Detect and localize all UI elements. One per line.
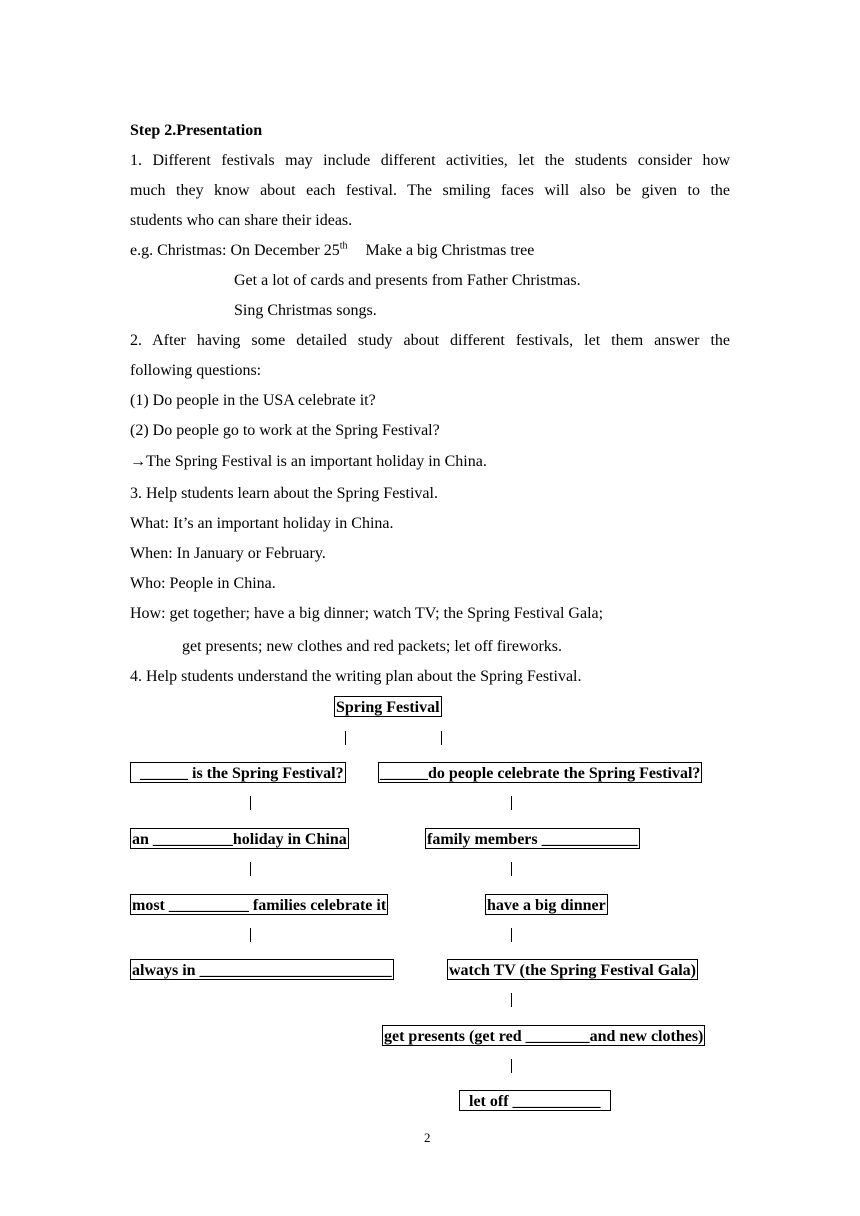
right-item-4: get presents (get red ________and new clothes) (382, 1025, 705, 1046)
paragraph-1-line-3: students who can share their ideas. (130, 212, 353, 229)
right-item-5 (459, 1090, 611, 1111)
page-number: 2 (424, 1130, 431, 1145)
paragraph-2-line-2: following questions: (130, 362, 262, 379)
right-item-1: family members ____________ (425, 828, 640, 849)
connector (511, 993, 512, 1007)
example-item-3: Sing Christmas songs. (234, 302, 377, 319)
left-item-1: an __________holiday in China (130, 828, 349, 849)
answer-line (130, 452, 487, 472)
connector (250, 928, 251, 942)
paragraph-2-line-1: 2. After having some detailed study about different festivals, let them answer the (130, 332, 730, 349)
how-line-2: get presents; new clothes and red packets; let off fireworks. (182, 638, 563, 655)
connector (345, 731, 346, 745)
left-head-text: ______ is the Spring Festival? (140, 765, 344, 782)
connector (441, 731, 442, 745)
example-superscript: th (339, 240, 348, 252)
question-2: (2) Do people go to work at the Spring Festival? (130, 422, 440, 439)
example-line (130, 241, 534, 261)
when-line: When: In January or February. (130, 545, 326, 562)
example-label: e.g. Christmas: On December 25 (130, 242, 340, 259)
paragraph-4-intro: 4. Help students understand the writing plan about the Spring Festival. (130, 668, 582, 685)
left-item-2: most __________ families celebrate it (130, 894, 388, 915)
arrow-icon: → (130, 453, 146, 470)
connector (511, 928, 512, 942)
paragraph-1-line-1: 1. Different festivals may include different activities, let the students consider how (130, 152, 730, 169)
right-item-5-text: let off ___________ (469, 1093, 601, 1110)
example-item-2: Get a lot of cards and presents from Father Christmas. (234, 272, 581, 289)
connector (511, 862, 512, 876)
answer-text: The Spring Festival is an important holiday in China. (146, 453, 487, 470)
paragraph-3-intro: 3. Help students learn about the Spring Festival. (130, 485, 438, 502)
question-1: (1) Do people in the USA celebrate it? (130, 392, 376, 409)
right-item-3: watch TV (the Spring Festival Gala) (447, 959, 698, 980)
how-line-1: How: get together; have a big dinner; watch TV; the Spring Festival Gala; (130, 605, 604, 622)
right-head-box: ______do people celebrate the Spring Festival? (378, 762, 702, 783)
diagram-root: Spring Festival (334, 696, 442, 717)
section-heading: Step 2.Presentation (130, 122, 263, 139)
what-line: What: It’s an important holiday in China. (130, 515, 394, 532)
who-line: Who: People in China. (130, 575, 276, 592)
connector (250, 862, 251, 876)
example-item-1: Make a big Christmas tree (365, 242, 535, 259)
connector (250, 796, 251, 810)
right-item-2: have a big dinner (485, 894, 608, 915)
connector (511, 1059, 512, 1073)
left-item-3: always in ________________________ (130, 959, 394, 980)
left-head-box (130, 762, 346, 783)
paragraph-1-line-2: much they know about each festival. The smiling faces will also be given to the (130, 182, 730, 199)
connector (511, 796, 512, 810)
